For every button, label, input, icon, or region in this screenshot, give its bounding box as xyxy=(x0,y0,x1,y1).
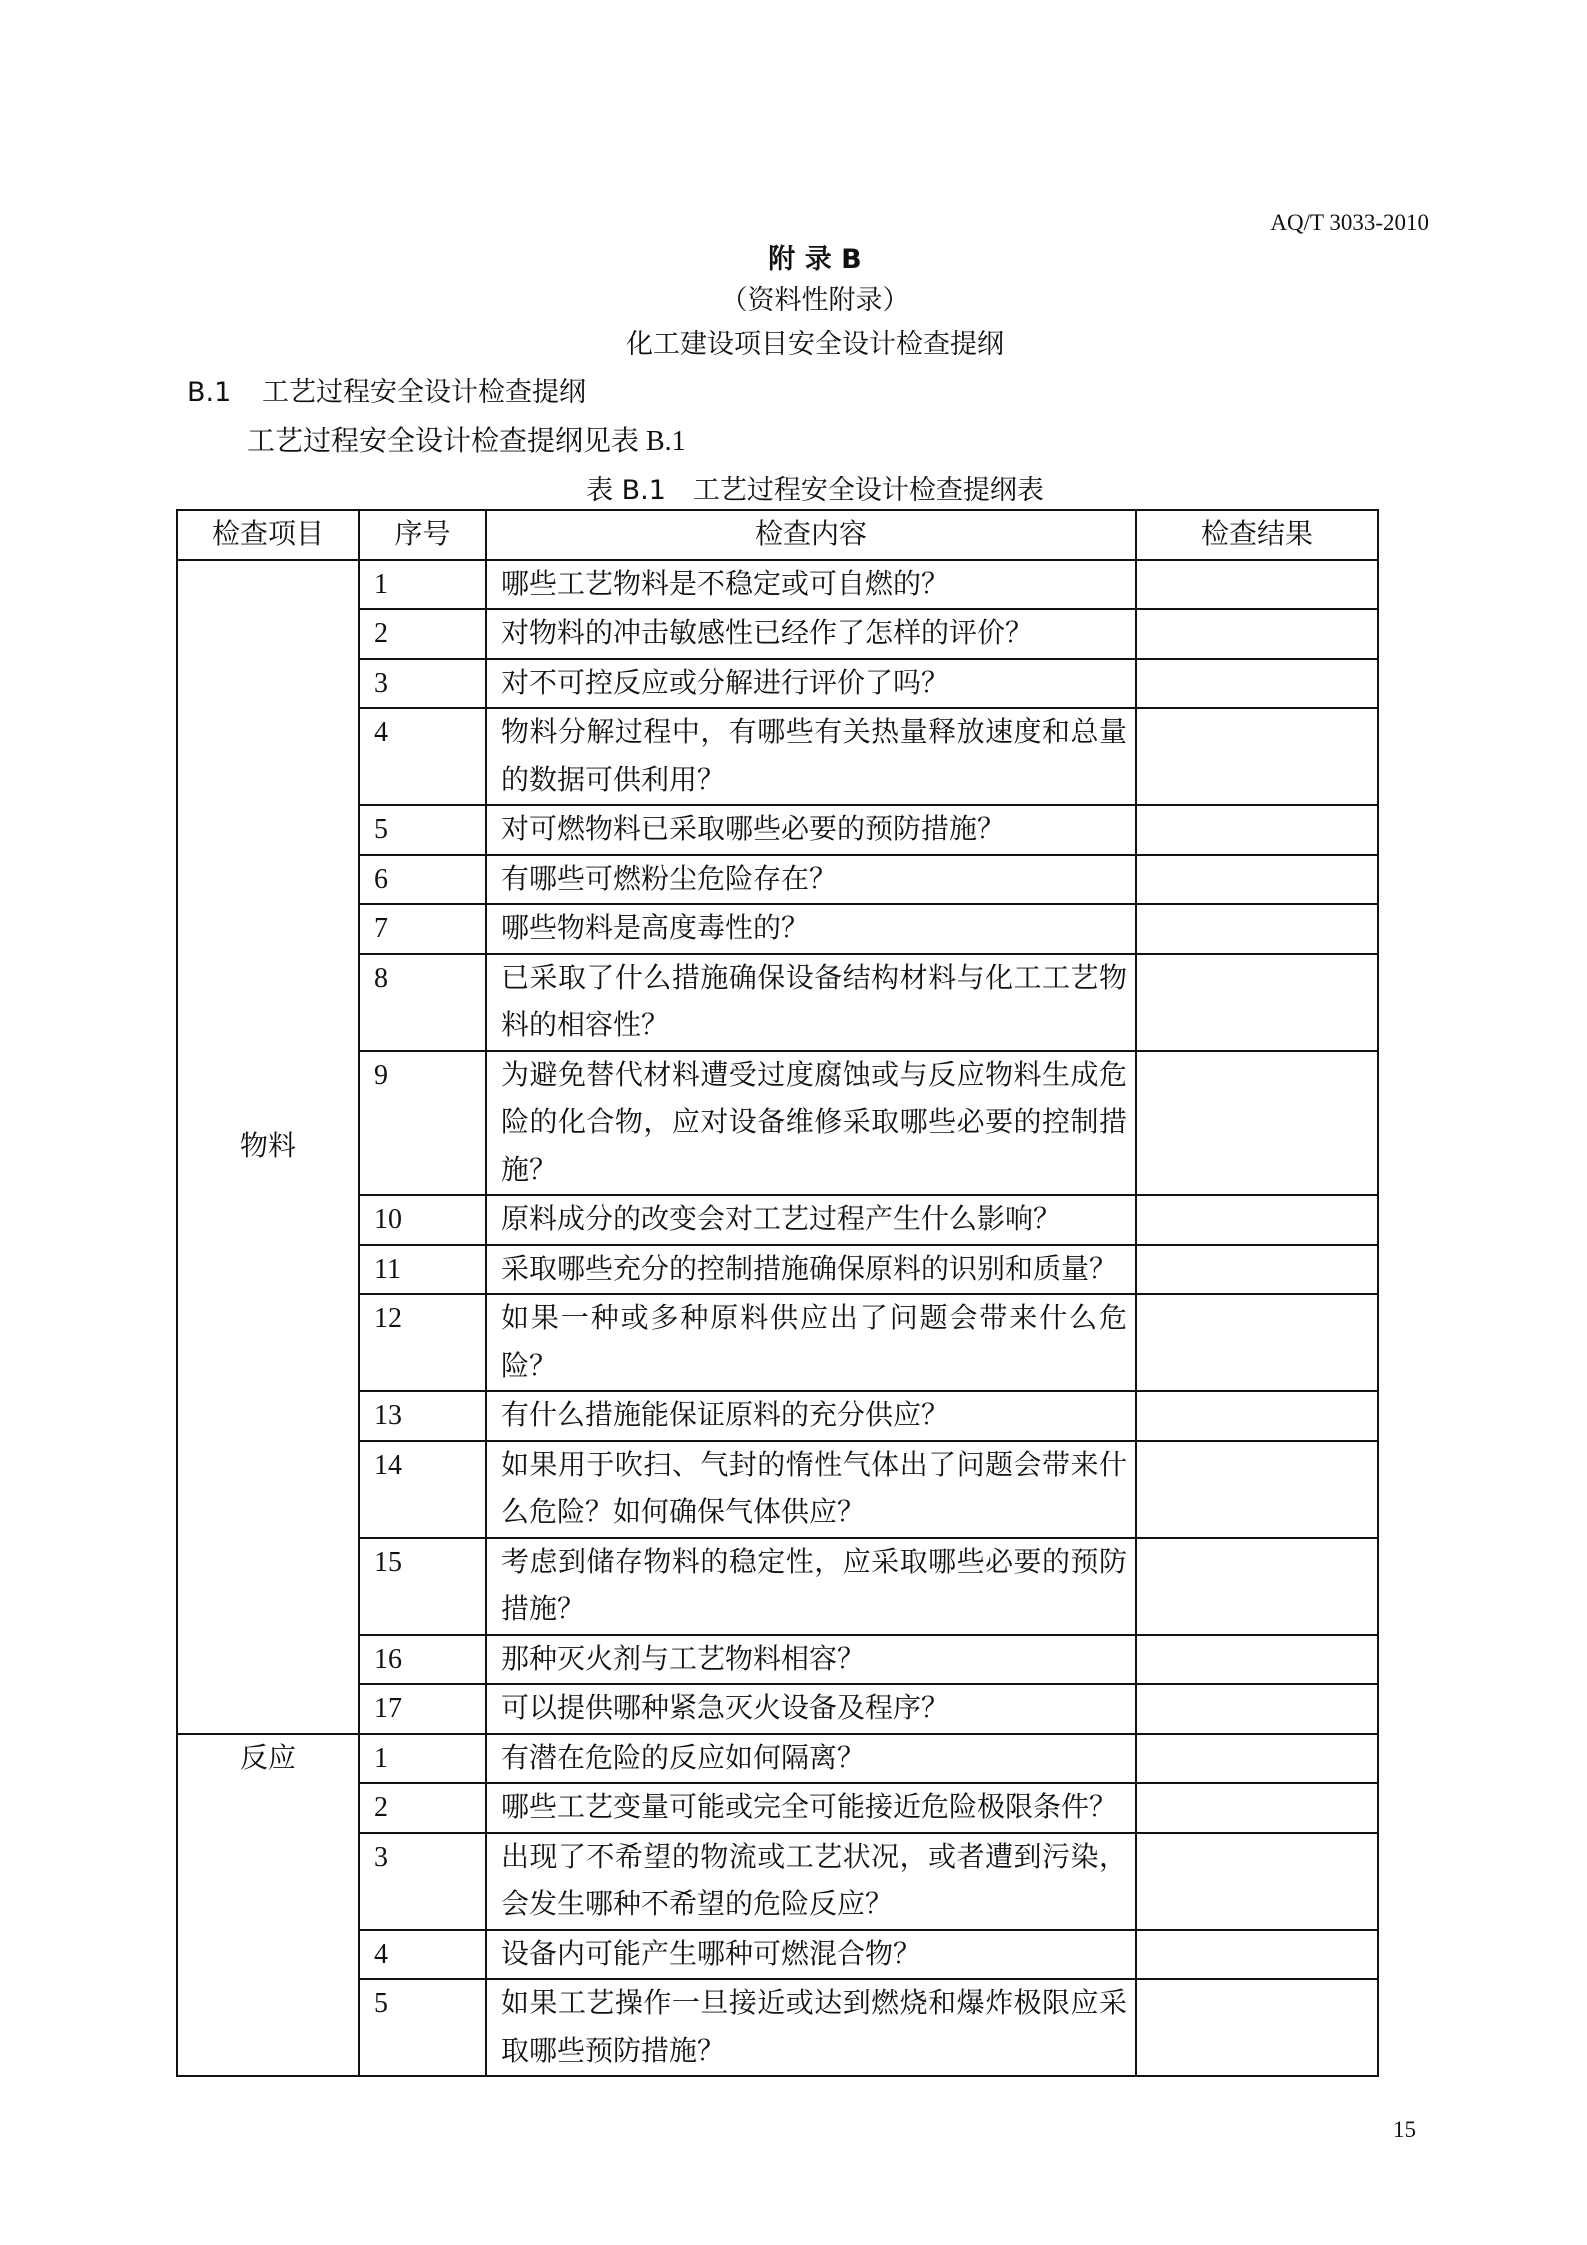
standard-code: AQ/T 3033-2010 xyxy=(1270,210,1429,235)
table-header-row xyxy=(177,510,1378,560)
check-content xyxy=(486,1538,1136,1635)
check-content-line: 考虑到储存物料的稳定性，应采取哪些必要的预防 xyxy=(501,1546,1127,1578)
check-content xyxy=(486,1391,1136,1441)
item-number: 11 xyxy=(359,1245,486,1295)
category-cell: 反应 xyxy=(177,1734,359,2077)
section-heading xyxy=(187,375,586,411)
checklist-table xyxy=(176,509,1379,2077)
check-content xyxy=(486,1684,1136,1734)
item-number: 10 xyxy=(359,1195,486,1245)
column-header-check-item: 检查项目 xyxy=(177,510,359,560)
check-result-cell xyxy=(1136,1195,1378,1245)
item-number: 3 xyxy=(359,1833,486,1930)
page-number: 15 xyxy=(1393,2117,1416,2142)
check-content-line: 那种灭火剂与工艺物料相容？ xyxy=(501,1643,866,1675)
table-row xyxy=(177,560,1378,610)
check-content-line: 料的相容性？ xyxy=(501,1010,670,1041)
check-result-cell xyxy=(1136,1538,1378,1635)
check-result-cell xyxy=(1136,1051,1378,1196)
item-number: 1 xyxy=(359,1734,486,1784)
section-intro: 工艺过程安全设计检查提纲见表 B.1 xyxy=(247,426,686,457)
check-content-line: 已采取了什么措施确保设备结构材料与化工工艺物 xyxy=(501,962,1127,994)
check-content-line: 对不可控反应或分解进行评价了吗？ xyxy=(501,667,950,699)
check-content-line: 取哪些预防措施？ xyxy=(501,2035,726,2067)
item-number: 4 xyxy=(359,708,486,805)
check-content xyxy=(486,1051,1136,1196)
check-content xyxy=(486,1195,1136,1245)
check-content-line: 有潜在危险的反应如何隔离？ xyxy=(501,1742,866,1774)
table-row xyxy=(177,1734,1378,1784)
check-result-cell xyxy=(1136,708,1378,805)
check-result-cell xyxy=(1136,560,1378,610)
check-result-cell xyxy=(1136,1833,1378,1930)
check-content-line: 出现了不希望的物流或工艺状况，或者遭到污染， xyxy=(501,1841,1127,1873)
check-result-cell xyxy=(1136,1783,1378,1833)
check-content-line: 么危险？如何确保气体供应？ xyxy=(501,1497,866,1528)
check-content-line: 险？ xyxy=(501,1350,558,1382)
check-result-cell xyxy=(1136,1684,1378,1734)
check-content-line: 会发生哪种不希望的危险反应？ xyxy=(501,1889,894,1920)
item-number: 13 xyxy=(359,1391,486,1441)
check-content-line: 如果工艺操作一旦接近或达到燃烧和爆炸极限应采 xyxy=(501,1988,1127,2019)
item-number: 1 xyxy=(359,560,486,610)
check-content xyxy=(486,708,1136,805)
check-content-line: 为避免替代材料遭受过度腐蚀或与反应物料生成危 xyxy=(501,1059,1127,1091)
check-result-cell xyxy=(1136,1294,1378,1391)
check-content xyxy=(486,1979,1136,2076)
check-content-line: 施？ xyxy=(501,1154,558,1186)
check-content-line: 有什么措施能保证原料的充分供应？ xyxy=(501,1400,950,1431)
check-content-line: 如果用于吹扫、气封的惰性气体出了问题会带来什 xyxy=(501,1449,1127,1481)
check-content xyxy=(486,659,1136,709)
check-result-cell xyxy=(1136,609,1378,659)
check-content xyxy=(486,1833,1136,1930)
check-result-cell xyxy=(1136,1930,1378,1980)
check-content xyxy=(486,1930,1136,1980)
check-content-line: 对物料的冲击敏感性已经作了怎样的评价？ xyxy=(501,618,1034,649)
check-result-cell xyxy=(1136,1734,1378,1784)
check-content xyxy=(486,1245,1136,1295)
item-number: 16 xyxy=(359,1635,486,1685)
item-number: 8 xyxy=(359,954,486,1051)
check-result-cell xyxy=(1136,1391,1378,1441)
item-number: 5 xyxy=(359,1979,486,2076)
check-content xyxy=(486,1635,1136,1685)
check-result-cell xyxy=(1136,904,1378,954)
check-content-line: 措施？ xyxy=(501,1594,586,1625)
check-result-cell xyxy=(1136,805,1378,855)
check-content-line: 有哪些可燃粉尘危险存在？ xyxy=(501,863,838,895)
item-number: 12 xyxy=(359,1294,486,1391)
item-number: 9 xyxy=(359,1051,486,1196)
check-content-line: 哪些物料是高度毒性的？ xyxy=(501,913,810,944)
section-number: B.1 xyxy=(187,377,232,408)
check-result-cell xyxy=(1136,855,1378,905)
appendix-label: 附 录 B xyxy=(768,244,862,275)
check-content-line: 的数据可供利用？ xyxy=(501,764,726,796)
check-content xyxy=(486,1734,1136,1784)
check-content-line: 可以提供哪种紧急灭火设备及程序？ xyxy=(501,1693,950,1724)
check-content-line: 原料成分的改变会对工艺过程产生什么影响？ xyxy=(501,1204,1062,1235)
check-result-cell xyxy=(1136,1441,1378,1538)
check-content-line: 险的化合物，应对设备维修采取哪些必要的控制措 xyxy=(501,1107,1127,1138)
check-content-line: 物料分解过程中，有哪些有关热量释放速度和总量 xyxy=(501,717,1127,748)
check-result-cell xyxy=(1136,1245,1378,1295)
check-content-line: 采取哪些充分的控制措施确保原料的识别和质量？ xyxy=(501,1253,1118,1285)
item-number: 4 xyxy=(359,1930,486,1980)
item-number: 6 xyxy=(359,855,486,905)
check-content xyxy=(486,1294,1136,1391)
section-title: 工艺过程安全设计检查提纲 xyxy=(262,377,586,408)
check-content xyxy=(486,954,1136,1051)
check-content-line: 如果一种或多种原料供应出了问题会带来什么危 xyxy=(501,1303,1127,1334)
check-result-cell xyxy=(1136,659,1378,709)
item-number: 5 xyxy=(359,805,486,855)
check-content xyxy=(486,560,1136,610)
check-result-cell xyxy=(1136,954,1378,1051)
check-content xyxy=(486,609,1136,659)
check-result-cell xyxy=(1136,1979,1378,2076)
table-body xyxy=(177,560,1378,2077)
item-number: 2 xyxy=(359,609,486,659)
check-content xyxy=(486,855,1136,905)
column-header-check-content: 检查内容 xyxy=(486,510,1136,560)
item-number: 2 xyxy=(359,1783,486,1833)
item-number: 14 xyxy=(359,1441,486,1538)
appendix-title: 化工建设项目安全设计检查提纲 xyxy=(626,329,1004,360)
check-content xyxy=(486,1441,1136,1538)
check-content xyxy=(486,1783,1136,1833)
check-content-line: 对可燃物料已采取哪些必要的预防措施？ xyxy=(501,814,1006,845)
column-header-number: 序号 xyxy=(359,510,486,560)
column-header-check-result: 检查结果 xyxy=(1136,510,1378,560)
check-content xyxy=(486,805,1136,855)
appendix-type: （资料性附录） xyxy=(720,285,910,316)
item-number: 15 xyxy=(359,1538,486,1635)
check-result-cell xyxy=(1136,1635,1378,1685)
item-number: 17 xyxy=(359,1684,486,1734)
item-number: 3 xyxy=(359,659,486,709)
category-cell: 物料 xyxy=(177,560,359,1734)
check-content-line: 哪些工艺物料是不稳定或可自燃的？ xyxy=(501,568,950,600)
table-caption: 表 B.1 工艺过程安全设计检查提纲表 xyxy=(586,475,1044,506)
table-head xyxy=(177,510,1378,560)
item-number: 7 xyxy=(359,904,486,954)
check-content-line: 设备内可能产生哪种可燃混合物？ xyxy=(501,1938,922,1970)
check-content-line: 哪些工艺变量可能或完全可能接近危险极限条件？ xyxy=(501,1792,1118,1823)
check-content xyxy=(486,904,1136,954)
